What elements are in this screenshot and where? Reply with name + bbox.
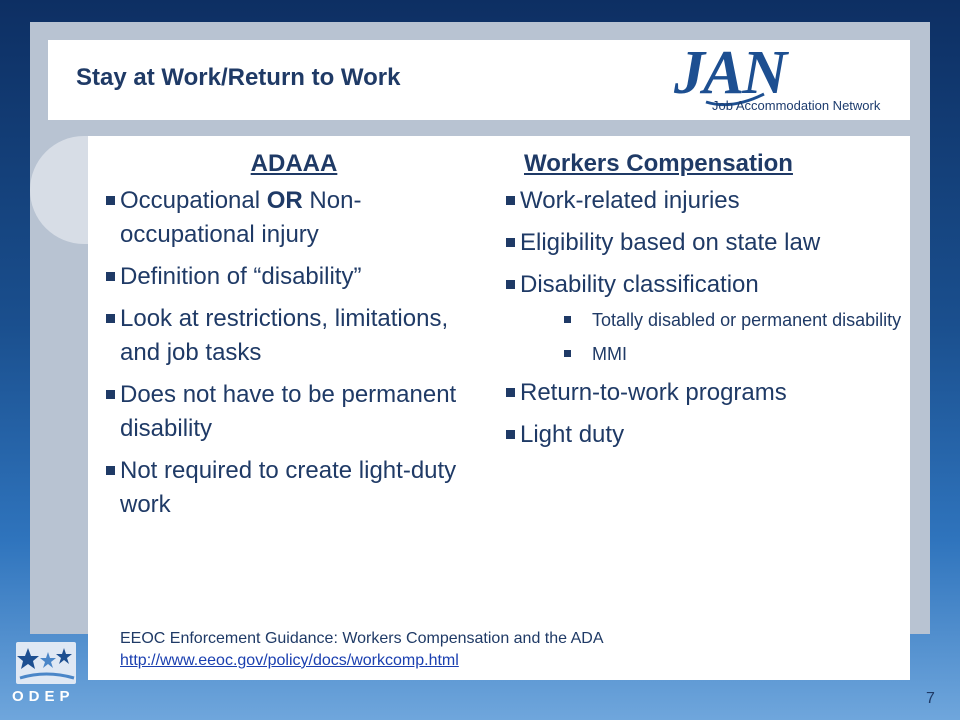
workers-comp-list-continued xyxy=(504,376,904,452)
logo-letters: JAN xyxy=(674,39,786,107)
sub-list-item: Totally disabled or permanent disability xyxy=(504,308,904,332)
list-item: Eligibility based on state law xyxy=(504,226,904,260)
odep-stars-icon xyxy=(14,640,84,688)
list-item-bold: OR xyxy=(266,187,303,214)
footer-note xyxy=(120,628,604,672)
jan-logo xyxy=(672,39,904,116)
list-item: Definition of “disability” xyxy=(104,260,484,294)
disability-classification-sublist xyxy=(504,308,904,366)
workers-comp-list xyxy=(504,184,904,302)
eeoc-guidance-link[interactable]: http://www.eeoc.gov/policy/docs/workcomp.html xyxy=(120,652,459,669)
list-item: Light duty xyxy=(504,418,904,452)
footer-note-text: EEOC Enforcement Guidance: Workers Compensation and the ADA xyxy=(120,630,604,647)
list-item-text: Non-occupational injury xyxy=(120,187,362,248)
list-item-text: Occupational xyxy=(120,187,267,214)
list-item: Not required to create light-duty work xyxy=(104,454,484,522)
sub-list-item: MMI xyxy=(504,342,904,366)
list-item: Disability classification xyxy=(504,268,904,302)
adaaa-list xyxy=(104,184,484,522)
list-item: Look at restrictions, limitations, and job tasks xyxy=(104,302,484,370)
list-item xyxy=(104,184,484,252)
odep-label: ODEP xyxy=(12,688,75,705)
list-item: Return-to-work programs xyxy=(504,376,904,410)
list-item: Does not have to be permanent disability xyxy=(104,378,484,446)
page-number: 7 xyxy=(926,690,935,707)
logo-subtitle: Job Accommodation Network xyxy=(712,98,881,113)
workers-comp-heading: Workers Compensation xyxy=(524,150,793,177)
list-item: Work-related injuries xyxy=(504,184,904,218)
workers-comp-column xyxy=(504,150,904,460)
adaaa-heading: ADAAA xyxy=(250,150,338,177)
slide-title: Stay at Work/Return to Work xyxy=(76,64,401,91)
adaaa-column xyxy=(104,150,484,530)
